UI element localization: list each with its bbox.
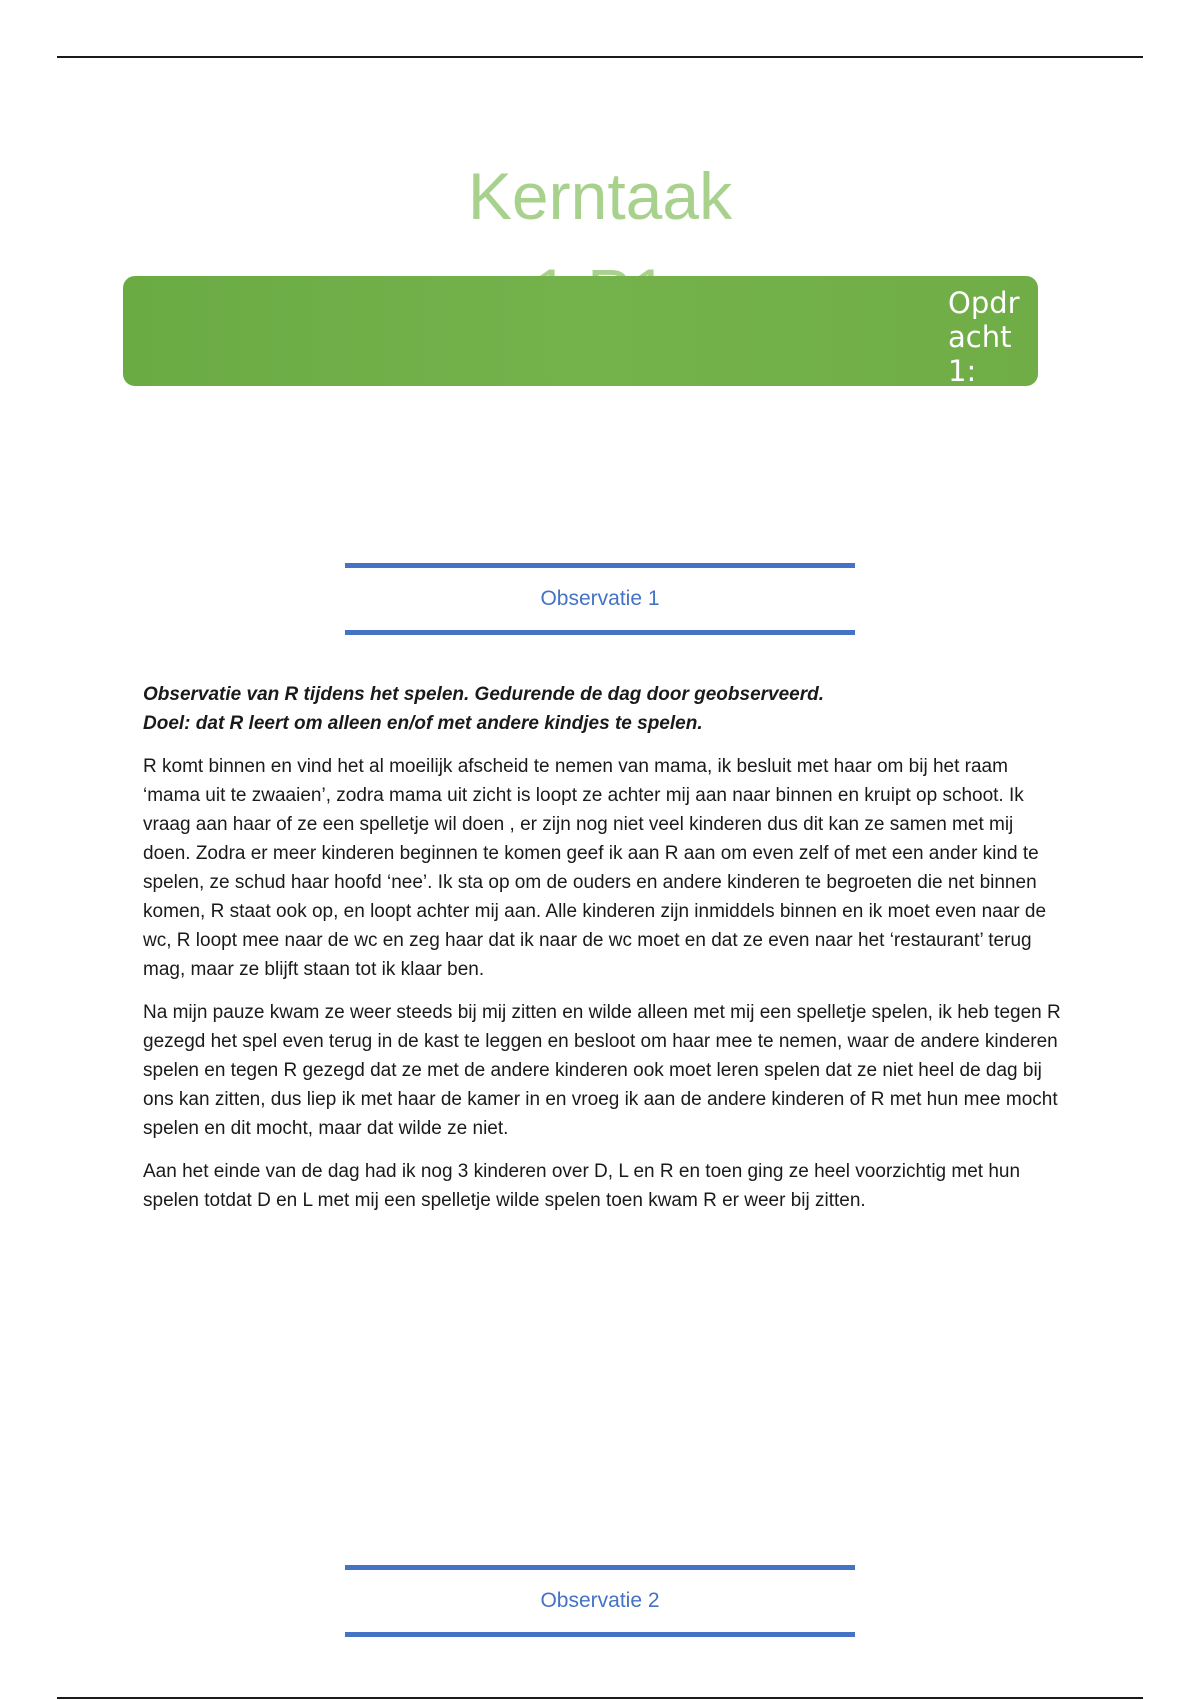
paragraph-1: R komt binnen en vind het al moeilijk afscheid te nemen van mama, ik besluit met haar om bij het raam ‘mama uit te zwaaien’, zodra mama uit zicht is loopt ze achter mij aan naar binnen en kruipt op schoot. Ik vraag aan haar of ze een spelletje wil doen , er zijn nog niet veel kinderen dus dit kan ze samen met mij doen. Zodra er meer kinderen beginnen te komen geef ik aan R aan om even zelf of met een ander kind te spelen, ze schud haar hoofd ‘nee’. Ik sta op om de ouders en andere kinderen te begroeten die net binnen komen, R staat ook op, en loopt achter mij aan. Alle kinderen zijn inmiddels binnen en ik moet even naar de wc, R loopt mee naar de wc en zeg haar dat ik naar de wc moet en dat ze even naar het ‘restaurant’ terug mag, maar ze blijft staan tot ik klaar ben.	[143, 756, 1047, 980]
observation-2-heading-box	[345, 1565, 855, 1637]
intro-line-2: Doel: dat R leert om alleen en/of met andere kindjes te spelen.	[143, 713, 703, 734]
intro-line-1: Observatie van R tijdens het spelen. Gedurende de dag door geobserveerd.	[143, 684, 825, 705]
banner-label: Opdracht 1:	[948, 286, 1020, 388]
bottom-divider	[57, 1697, 1143, 1699]
title-kerntaak: Kerntaak	[467, 159, 733, 233]
assignment-banner	[123, 276, 1038, 386]
top-divider	[57, 56, 1143, 58]
observation-1-content	[143, 680, 1063, 1229]
observation-1-heading: Observatie 1	[540, 587, 660, 610]
paragraph-2: Na mijn pauze kwam ze weer steeds bij mij zitten en wilde alleen met mij een spelletje spelen, ik heb tegen R gezegd het spel even terug in de kast te leggen en besloot om haar mee te nemen, waar de andere kinderen spelen en tegen R gezegd dat ze met de andere kinderen ook moet leren spelen dat ze niet heel de dag bij ons kan zitten, dus liep ik met haar de kamer in en vroeg ik aan de andere kinderen of R met hun mee mocht spelen en dit mocht, maar dat wilde ze niet.	[143, 1002, 1061, 1139]
observation-intro	[143, 680, 1063, 738]
observation-2-heading: Observatie 2	[540, 1589, 660, 1612]
observation-1-heading-box	[345, 563, 855, 635]
paragraph-3: Aan het einde van de dag had ik nog 3 kinderen over D, L en R en toen ging ze heel voorzichtig met hun spelen totdat D en L met mij een spelletje wilde spelen toen kwam R er weer bij zitten.	[143, 1161, 1021, 1211]
